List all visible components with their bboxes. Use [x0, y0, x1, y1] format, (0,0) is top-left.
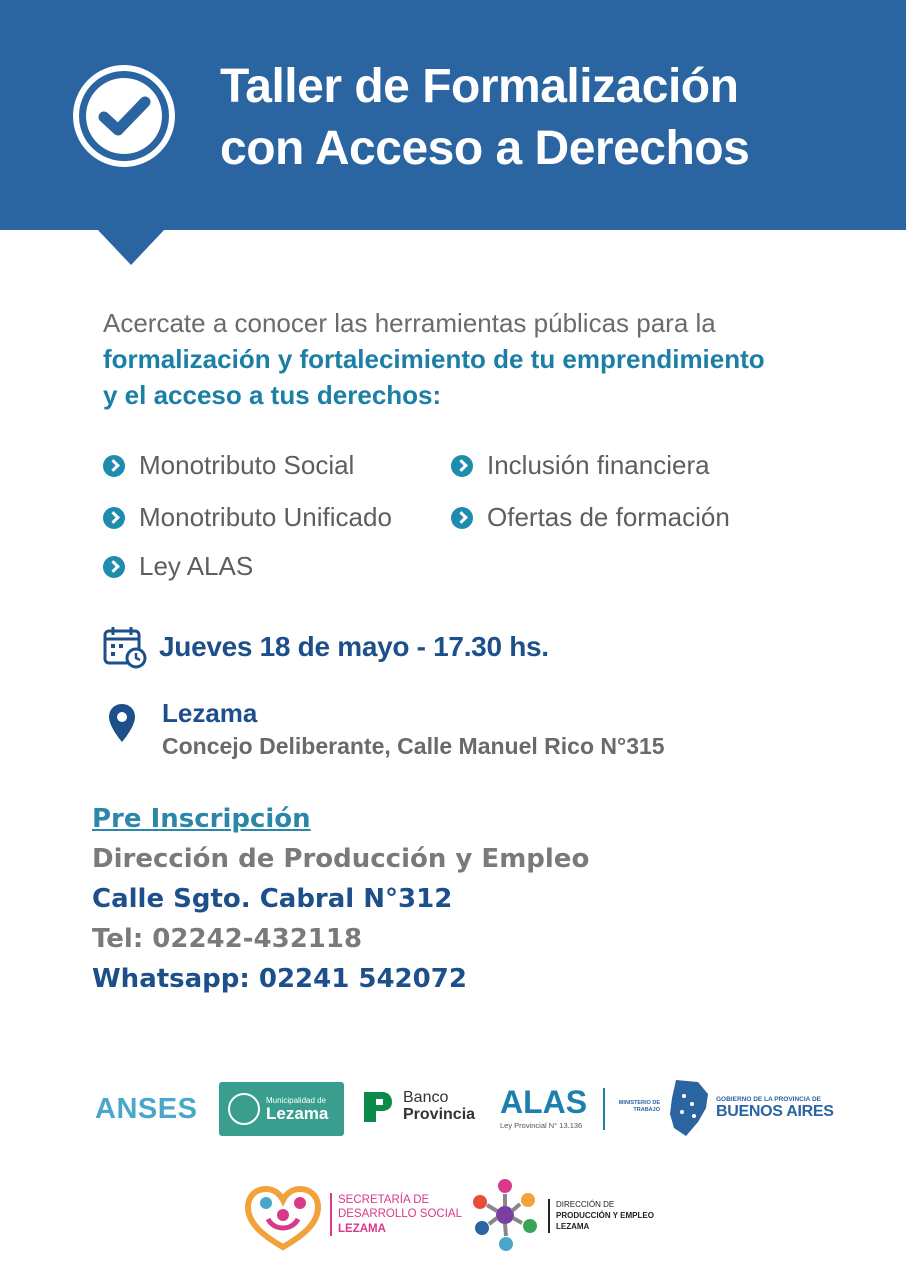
intro-plain: Acercate a conocer las herramientas públicas para la	[103, 308, 716, 338]
topic-item	[451, 450, 710, 481]
page-title	[220, 56, 749, 180]
sds-line-3: LEZAMA	[338, 1222, 386, 1235]
title-line-1: Taller de Formalización	[220, 60, 739, 113]
lezama-logo-small: Municipalidad de	[266, 1095, 327, 1105]
chevron-right-icon	[103, 455, 125, 477]
gba-line-1: GOBIERNO DE LA PROVINCIA DE	[716, 1096, 821, 1103]
event-date: Jueves 18 de mayo - 17.30 hs.	[159, 631, 549, 662]
topic-label: Monotributo Unificado	[139, 502, 392, 532]
alas-name: ALAS	[500, 1084, 588, 1120]
banco-line-2: Provincia	[403, 1106, 476, 1123]
banco-line-1: Banco	[403, 1089, 449, 1107]
calendar-clock-icon	[103, 625, 147, 669]
intro-bold-2: y el acceso a tus derechos:	[103, 380, 442, 410]
ministerio-line-1: MINISTERIO DE	[618, 1100, 660, 1106]
banco-provincia-logo	[362, 1090, 475, 1124]
produccion-empleo-logo	[548, 1199, 654, 1233]
logo-divider	[603, 1088, 605, 1130]
banco-provincia-mark-icon	[362, 1090, 394, 1124]
municipality-emblem-icon	[228, 1093, 260, 1125]
topic-item	[103, 502, 392, 533]
title-line-2: con Acceso a Derechos	[220, 122, 750, 175]
location-address: Concejo Deliberante, Calle Manuel Rico N°315	[162, 733, 665, 759]
sds-line-1: SECRETARÍA DE	[338, 1194, 430, 1206]
banner-pointer	[97, 229, 165, 265]
topic-label: Monotributo Social	[139, 450, 355, 480]
gba-line-2: BUENOS AIRES	[716, 1103, 834, 1120]
sds-line-2: DESARROLLO SOCIAL	[338, 1208, 462, 1221]
map-pin-icon	[108, 703, 136, 743]
dpe-line-2: PRODUCCIÓN Y EMPLEO	[556, 1211, 654, 1221]
contact-whatsapp: Whatsapp: 02241 542072	[92, 964, 467, 994]
buenos-aires-map-icon	[668, 1078, 710, 1138]
contact-address: Calle Sgto. Cabral N°312	[92, 884, 453, 914]
ministerio-trabajo-logo	[610, 1100, 660, 1114]
gba-logo-text	[716, 1096, 834, 1121]
anses-logo: ANSES	[95, 1093, 198, 1125]
topic-label: Inclusión financiera	[487, 450, 710, 480]
check-circle-icon	[70, 62, 178, 170]
intro-paragraph	[103, 305, 823, 413]
dpe-line-1: DIRECCIÓN DE	[556, 1200, 615, 1209]
topic-item	[103, 551, 253, 582]
produccion-empleo-people-icon	[470, 1178, 540, 1252]
alas-sub: Ley Provincial N° 13.136	[500, 1121, 583, 1130]
topic-label: Ofertas de formación	[487, 502, 730, 532]
topic-item	[451, 502, 730, 533]
intro-bold-1: formalización y fortalecimiento de tu emprendimiento	[103, 344, 765, 374]
chevron-right-icon	[103, 507, 125, 529]
chevron-right-icon	[451, 507, 473, 529]
topic-item	[103, 450, 354, 481]
lezama-logo-big: Lezama	[266, 1103, 329, 1123]
ministerio-line-2: TRABAJO	[633, 1107, 660, 1114]
topic-label: Ley ALAS	[139, 551, 254, 581]
chevron-right-icon	[103, 556, 125, 578]
location-name: Lezama	[162, 698, 258, 728]
lezama-logo	[219, 1082, 344, 1136]
chevron-right-icon	[451, 455, 473, 477]
alas-logo	[500, 1086, 587, 1130]
dpe-line-3: LEZAMA	[556, 1222, 590, 1232]
contact-phone: Tel: 02242-432118	[92, 924, 363, 954]
pre-inscription-link[interactable]: Pre Inscripción	[92, 804, 311, 834]
desarrollo-social-logo	[330, 1193, 462, 1236]
contact-office: Dirección de Producción y Empleo	[92, 844, 590, 874]
desarrollo-social-heart-icon	[244, 1185, 322, 1251]
event-date-row	[103, 625, 549, 669]
